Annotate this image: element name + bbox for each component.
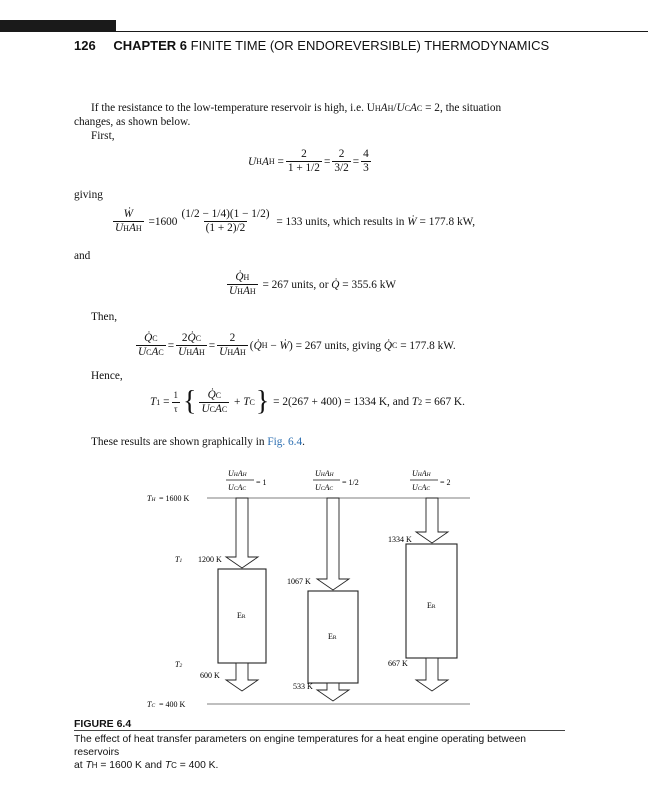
heat-out-arrow-3 bbox=[416, 658, 448, 691]
svg-text:UCAC: UCAC bbox=[228, 483, 247, 492]
th-symbol: TH bbox=[147, 494, 156, 503]
equation-1: U H A H = $\frac{2}{1 + 1/2}$ = $\frac{2}{3/2}$ = $\frac{4}{3}$ bbox=[248, 148, 369, 174]
intro-line-2: changes, as shown below. bbox=[74, 116, 191, 128]
page-number: 126 bbox=[74, 38, 96, 53]
figure-6-4 bbox=[0, 458, 648, 718]
tc-symbol: TC bbox=[147, 700, 156, 709]
svg-text:UCAC: UCAC bbox=[315, 483, 334, 492]
intro-line-1: If the resistance to the low-temperature reservoir is high, i.e. UHAH/UCAC = 2, the situation bbox=[91, 102, 502, 114]
engine-3-t1: 1334 K bbox=[388, 535, 412, 544]
heat-in-arrow-2 bbox=[317, 498, 349, 590]
heat-in-arrow-1 bbox=[226, 498, 258, 568]
heat-in-arrow-3 bbox=[416, 498, 448, 543]
figure-caption: The effect of heat transfer parameters on engine temperatures for a heat engine operating between reservoirs at TH = 1600 K and TC = 400 K. bbox=[74, 734, 527, 771]
engine-3-t2: 667 K bbox=[388, 659, 408, 668]
heat-out-arrow-1 bbox=[226, 663, 258, 691]
first-label: First, bbox=[91, 130, 115, 142]
ratio-value-3: = 2 bbox=[440, 478, 451, 487]
running-header bbox=[74, 38, 549, 53]
then-label: Then, bbox=[91, 311, 118, 323]
th-label: = 1600 K bbox=[159, 494, 190, 503]
engine-1-t2: 600 K bbox=[200, 671, 220, 680]
engine-3 bbox=[388, 498, 457, 691]
and-label: and bbox=[74, 250, 91, 262]
figure-link[interactable]: Fig. 6.4 bbox=[267, 436, 303, 448]
engine-1 bbox=[198, 498, 266, 691]
engine-2 bbox=[287, 498, 358, 701]
heat-out-arrow-2 bbox=[317, 683, 349, 701]
giving-label: giving bbox=[74, 189, 103, 201]
svg-text:UHAH: UHAH bbox=[228, 469, 247, 478]
engine-label-3: ER bbox=[427, 601, 436, 610]
equation-4: $\frac{Q̇C}{\text{UCAC}}$ = $\frac{2Q̇C}{\text{UHAH}}$ = $\frac{2}{\text{UHAH}}$ ( Q̇ H − Ẇ ) = 267 units, giving Q̇ C = 177.8 kW. bbox=[138, 332, 456, 358]
engine-2-t2: 533 K bbox=[293, 682, 313, 691]
engine-label-1: ER bbox=[237, 611, 246, 620]
svg-text:UHAH: UHAH bbox=[315, 469, 334, 478]
figure-label: FIGURE 6.4 bbox=[74, 718, 132, 730]
svg-text:UCAC: UCAC bbox=[412, 483, 431, 492]
hence-label: Hence, bbox=[91, 370, 123, 382]
engine-2-t1: 1067 K bbox=[287, 577, 311, 586]
t1-symbol: T1 bbox=[175, 555, 183, 564]
results-sentence: These results are shown graphically in Fig. 6.4. bbox=[91, 436, 305, 448]
tc-label: = 400 K bbox=[159, 700, 186, 709]
chapter-label: CHAPTER 6 bbox=[113, 38, 188, 53]
svg-text:UHAH: UHAH bbox=[412, 469, 431, 478]
ratio-value-1: = 1 bbox=[256, 478, 267, 487]
ratio-label-3 bbox=[410, 469, 451, 492]
chapter-title: FINITE TIME (OR ENDOREVERSIBLE) THERMODYNAMICS bbox=[190, 38, 550, 53]
ratio-value-2: = 1/2 bbox=[342, 478, 359, 487]
ratio-label-1 bbox=[226, 469, 267, 492]
equation-2: $\frac{\text{Ẇ}}{\text{UHAH}}$ = 1600 $\frac{(1/2 - 1/4)(1 - 1/2)}{(1 + 2)/2}$ = 133 units, which results in Ẇ = 177.8 kW, bbox=[115, 208, 476, 234]
t2-symbol: T2 bbox=[175, 660, 183, 669]
engine-label-2: ER bbox=[328, 632, 337, 641]
header-rule bbox=[0, 31, 648, 32]
equation-3: $\frac{Q̇H}{\text{UHAH}}$ = 267 units, or Q̇ = 355.6 kW bbox=[229, 271, 397, 297]
equation-5: T 1 = $\frac{1}{\tau}$ { $\frac{Q̇C}{\text{UCAC}}$ + T C } = 2(267 + 400) = 1334 K, and T 2 = 667 K. bbox=[150, 386, 465, 417]
engine-1-t1: 1200 K bbox=[198, 555, 222, 564]
ratio-label-2 bbox=[313, 469, 359, 492]
caption-rule bbox=[74, 730, 565, 731]
